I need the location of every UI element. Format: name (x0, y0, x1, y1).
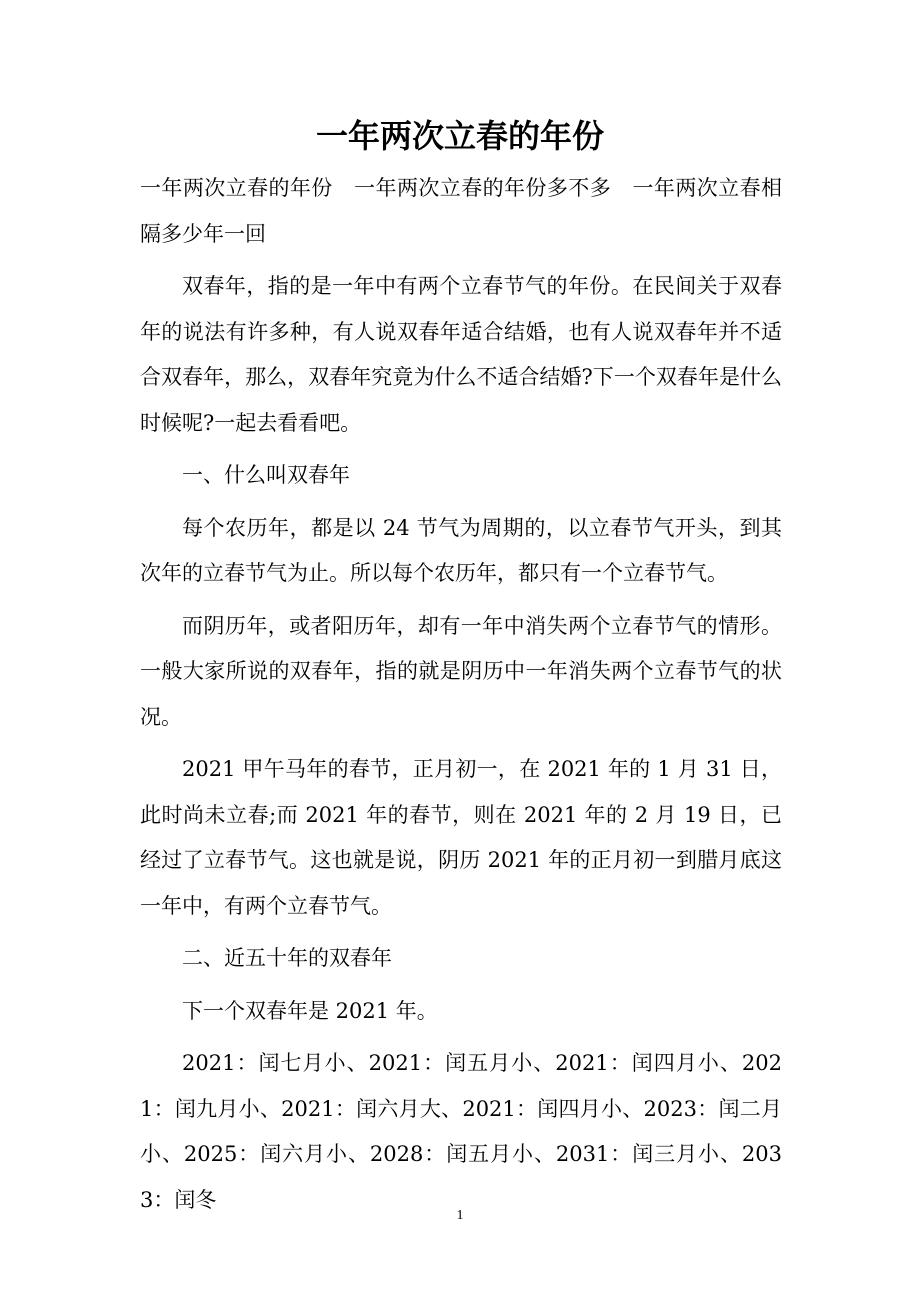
paragraph-lunar-year: 每个农历年，都是以 24 节气为周期的，以立春节气开头，到其次年的立春节气为止。所以每个农历年，都只有一个立春节气。 (140, 515, 782, 585)
paragraph-example-2021: 2021 甲午马年的春节，正月初一，在 2021 年的 1 月 31 日，此时尚未立春;而 2021 年的春节，则在 2021 年的 2 月 19 日，已经过了立春节气。这也就是说，阴历 2021 年的正月初一到腊月底这一年中，有两个立春节气。 (140, 757, 782, 918)
paragraph-intro: 双春年，指的是一年中有两个立春节气的年份。在民间关于双春年的说法有许多种，有人说双春年适合结婚，也有人说双春年并不适合双春年，那么，双春年究竟为什么不适合结婚?下一个双春年是什么时候呢?一起去看看吧。 (140, 274, 782, 435)
paragraph-two-lichun: 而阴历年，或者阳历年，却有一年中消失两个立春节气的情形。一般大家所说的双春年，指的就是阴历中一年消失两个立春节气的状况。 (140, 613, 782, 729)
section-heading-fifty-years: 二、近五十年的双春年 (182, 946, 392, 970)
document-subtitle: 一年两次立春的年份 一年两次立春的年份多不多 一年两次立春相隔多少年一回 (140, 176, 782, 246)
paragraph-year-list: 2021：闰七月小、2021：闰五月小、2021：闰四月小、2021：闰九月小、2021：闰六月大、2021：闰四月小、2023：闰二月小、2025：闰六月小、2028：闰五月小、2031：闰三月小、2033：闰冬 (140, 1051, 782, 1212)
section-heading-what-is: 一、什么叫双春年 (182, 463, 350, 487)
document-body (140, 166, 782, 1230)
page-number: 1 (456, 1208, 464, 1223)
document-title: 一年两次立春的年份 (315, 117, 604, 155)
paragraph-next-year: 下一个双春年是 2021 年。 (182, 998, 438, 1023)
